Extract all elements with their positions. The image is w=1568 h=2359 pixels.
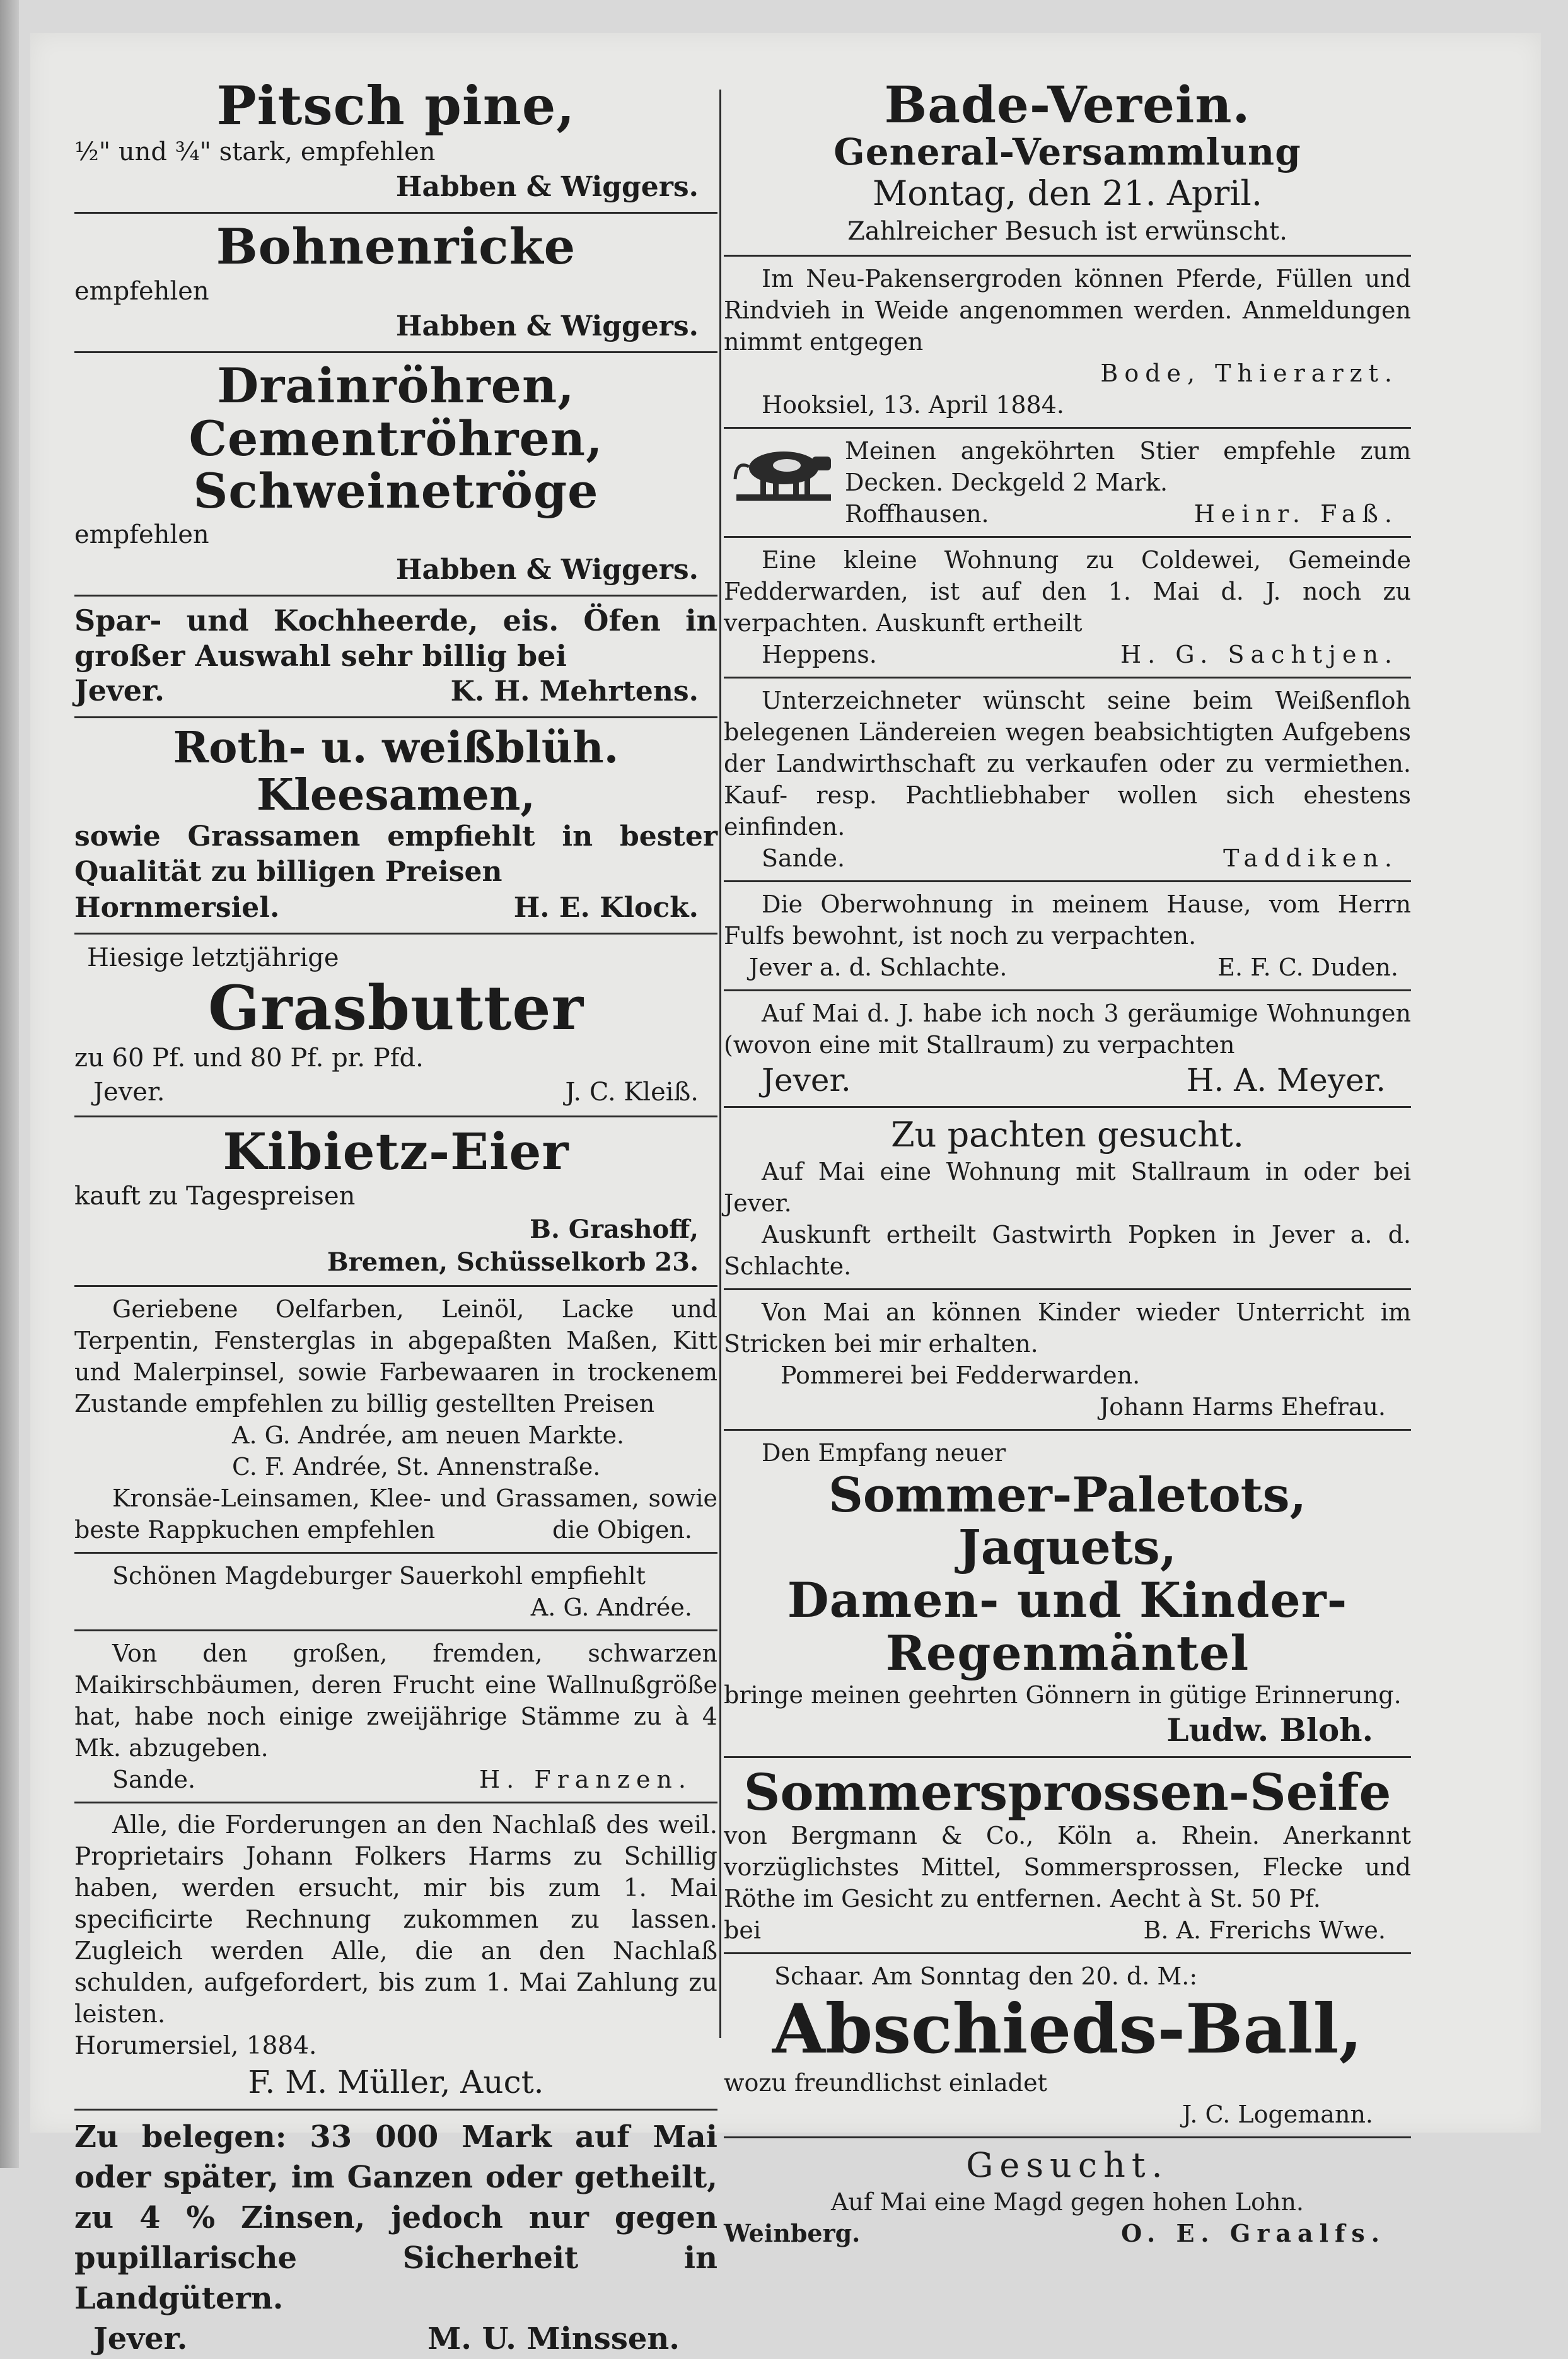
ad-title: Kibietz-Eier (223, 1122, 569, 1182)
ad-text: kauft zu Tagespreisen (74, 1182, 356, 1211)
ad-grasbutter (74, 941, 717, 1110)
ad-signature: B. A. Frerichs Wwe. (1143, 1916, 1386, 1945)
ad-signature: Habben & Wiggers. (395, 553, 699, 586)
ad-title: Sommersprossen-Seife (743, 1762, 1391, 1822)
ad-signature: E. F. C. Duden. (1217, 953, 1398, 981)
ad-signature: H. E. Klock. (513, 891, 699, 924)
divider (74, 933, 717, 935)
ad-title: Bohnenricke (216, 218, 576, 276)
ad-text: sowie Grassamen empfiehlt in bester Qualität zu billigen Preisen (74, 820, 717, 888)
ad-stricken (724, 1296, 1411, 1423)
ad-date: Montag, den 21. April. (873, 173, 1262, 213)
ad-place: Roffhausen. (845, 499, 989, 528)
divider (724, 677, 1411, 679)
divider (74, 1802, 717, 1803)
ad-title-3: Regenmäntel (885, 1624, 1250, 1681)
ad-nachlass (74, 1810, 717, 2102)
ad-pitsch-pine (74, 74, 717, 206)
ad-title: Abschieds-Ball, (772, 1989, 1363, 2070)
ad-kochheerde (74, 603, 717, 710)
ad-signature: H. Franzen. (479, 1766, 692, 1794)
ad-text: Zu belegen: 33 000 Mark auf Mai oder später, im Ganzen oder getheilt, zu 4 % Zinsen, jedoch nur gegen pupillarische Sicherheit in Landgütern. (74, 2119, 717, 2317)
ad-text: von Bergmann & Co., Köln a. Rhein. Anerkannt vorzüglichstes Mittel, Sommersprossen, Flecke und Röthe im Gesicht zu entfernen. Aecht à St. 50 Pf. (724, 1822, 1411, 1913)
divider (724, 255, 1411, 257)
divider (74, 716, 717, 718)
ad-date: Hooksiel, 13. April 1884. (762, 390, 1064, 419)
ad-text: Zahlreicher Besuch ist erwünscht. (847, 216, 1287, 246)
divider (74, 595, 717, 597)
ad-text: empfehlen (74, 520, 209, 549)
ad-pretext: bei (724, 1916, 761, 1945)
ad-signature: Heinr. Faß. (1193, 499, 1398, 528)
ad-place: Pommerei bei Fedderwarden. (781, 1361, 1141, 1389)
ad-pretext: Den Empfang neuer (762, 1438, 1006, 1467)
ad-zu-pachten-gesucht (724, 1114, 1411, 1282)
ad-drainroehren (74, 359, 717, 588)
ad-signature: J. C. Logemann. (1182, 2100, 1373, 2128)
divider (724, 880, 1411, 882)
ad-text: zu 60 Pf. und 80 Pf. pr. Pfd. (74, 1044, 424, 1073)
ad-title: Roth- u. weißblüh. Kleesamen, (173, 722, 619, 820)
ad-sommer-paletots (724, 1437, 1411, 1750)
ad-signature-2: Bremen, Schüsselkorb 23. (327, 1247, 699, 1278)
ad-oberwohnung (724, 888, 1411, 983)
ad-place: Jever. (74, 673, 165, 708)
ad-signature: Johann Harms Ehefrau. (1100, 1392, 1386, 1421)
ad-place: Jever. (93, 1078, 165, 1107)
ad-place: Weinberg. (724, 2218, 861, 2247)
ad-kleesamen (74, 722, 717, 926)
page-edge-shadow (0, 0, 19, 2168)
divider (724, 989, 1411, 991)
ad-title: Zu pachten gesucht. (891, 1114, 1244, 1155)
ad-text: wozu freundlichst einladet (724, 2068, 1047, 2097)
ad-text: Spar- und Kochheerde, eis. Öfen in großer Auswahl sehr billig bei (74, 603, 717, 673)
ad-place: Sande. (762, 844, 845, 872)
ad-signature: Taddiken. (1223, 844, 1398, 872)
ad-title: Sommer-Paletots, Jaquets, (828, 1466, 1307, 1576)
ad-zu-belegen (74, 2117, 717, 2359)
divider (74, 1629, 717, 1631)
ad-abschieds-ball (724, 1960, 1411, 2130)
left-column (74, 74, 717, 2359)
ad-signature: A. G. Andrée, am neuen Markte. (232, 1421, 625, 1450)
ad-text: Im Neu-Pakensergroden können Pferde, Füllen und Rindvieh in Weide angenommen werden. Anmeldungen nimmt entgegen (724, 264, 1411, 356)
ad-oelfarben (74, 1293, 717, 1546)
ad-text: Die Oberwohnung in meinem Hause, vom Herrn Fulfs bewohnt, ist noch zu verpachten. (724, 890, 1411, 950)
ad-wohnungen-meyer (724, 998, 1411, 1100)
divider (724, 427, 1411, 429)
ad-place: Sande. (112, 1766, 196, 1794)
divider (74, 1552, 717, 1554)
divider (724, 1756, 1411, 1758)
ad-sommersprossen-seife (724, 1764, 1411, 1946)
ad-title-2: Schweinetröge (193, 463, 599, 520)
ad-title: Grasbutter (207, 972, 584, 1044)
ad-text-2: Kronsäe-Leinsamen, Klee- und Grassamen, sowie beste Rappkuchen empfehlen (74, 1484, 717, 1544)
ad-text: Von Mai an können Kinder wieder Unterricht im Stricken bei mir erhalten. (724, 1298, 1411, 1358)
ad-signature: M. U. Minssen. (427, 2321, 680, 2357)
ad-text: Alle, die Forderungen an den Nachlaß des weil. Proprietairs Johann Folkers Harms zu Schillig haben, werden ersucht, mir bis zum 1. Mai specificirte Rechnung zukommen zu lassen. Zugleich werden Alle, die an den Nachlaß schulden, aufgefordert, bis zum 1. Mai Zahlung zu leisten. (74, 1811, 717, 2029)
ad-text: Eine kleine Wohnung zu Coldewei, Gemeinde Fedderwarden, ist auf den 1. Mai d. J. noch zu verpachten. Auskunft ertheilt (724, 545, 1411, 637)
divider (724, 1288, 1411, 1290)
ad-text: Geriebene Oelfarben, Leinöl, Lacke und Terpentin, Fensterglas in abgepaßten Maßen, Kitt und Malerpinsel, sowie Farbewaaren in trockenem Zustande empfehlen zu billig gestellten Preisen (74, 1295, 717, 1418)
ad-title-2: Damen- und Kinder- (787, 1571, 1348, 1628)
ad-bohnenricke (74, 220, 717, 345)
ad-place: Heppens. (762, 640, 877, 668)
ad-signature: Habben & Wiggers. (395, 171, 699, 204)
divider (74, 2109, 717, 2111)
ad-signature: B. Grashoff, (530, 1214, 699, 1245)
ad-wohnung-coldewei (724, 544, 1411, 670)
divider (724, 536, 1411, 538)
ad-text: Auf Mai eine Wohnung mit Stallraum in oder bei Jever. (724, 1157, 1411, 1217)
ad-title: Gesucht. (966, 2145, 1169, 2185)
ad-signature: A. G. Andrée. (530, 1593, 692, 1622)
ad-place: Jever a. d. Schlachte. (749, 953, 1008, 981)
ad-kibietz-eier (74, 1124, 717, 1279)
ad-pretext: Schaar. Am Sonntag den 20. d. M.: (774, 1962, 1198, 1991)
ad-text-2: Auskunft ertheilt Gastwirth Popken in Jever a. d. Schlachte. (724, 1220, 1411, 1280)
ad-place: Hornmersiel. (74, 891, 280, 924)
ad-signature: Ludw. Bloh. (1166, 1711, 1373, 1749)
ad-signature: J. C. Kleiß. (565, 1078, 699, 1107)
ad-title: Pitsch pine, (216, 74, 576, 137)
ad-text: Auf Mai eine Magd gegen hohen Lohn. (830, 2187, 1304, 2216)
ad-signature-3: die Obigen. (552, 1516, 692, 1544)
ad-text: Auf Mai d. J. habe ich noch 3 geräumige Wohnungen (wovon eine mit Stallraum) zu verpachten (724, 999, 1411, 1059)
ad-text: Meinen angeköhrten Stier empfehle zum Decken. Deckgeld 2 Mark. (845, 436, 1411, 496)
column-divider (719, 90, 721, 2038)
ad-date: Horumersiel, 1884. (74, 2032, 317, 2061)
bull-icon (724, 435, 837, 504)
ad-signature: F. M. Müller, Auct. (248, 2064, 544, 2101)
newspaper-page (30, 33, 1541, 2357)
ad-signature: Bode, Thierarzt. (1100, 359, 1398, 387)
divider (74, 351, 717, 353)
ad-signature: K. H. Mehrtens. (450, 675, 699, 708)
divider (724, 2136, 1411, 2138)
divider (724, 1429, 1411, 1431)
ad-pretext: Hiesige letztjährige (87, 943, 339, 972)
ad-signature: Habben & Wiggers. (395, 310, 699, 343)
ad-laendereien (724, 685, 1411, 874)
ad-signature: H. G. Sachtjen. (1120, 640, 1398, 668)
ad-stier (724, 435, 1411, 530)
ad-text: Unterzeichneter wünscht seine beim Weißenfloh belegenen Ländereien wegen beabsichtigten Aufgebens der Landwirthschaft zu verkaufen oder zu vermiethen. Kauf- resp. Pachtliebhaber wollen sich ehestens einfinden. (724, 686, 1411, 841)
ad-bade-verein (724, 77, 1411, 248)
divider (724, 1952, 1411, 1954)
ad-place: Jever. (762, 1061, 851, 1098)
ad-weide (724, 263, 1411, 421)
ad-signature: H. A. Meyer. (1186, 1061, 1386, 1098)
divider (74, 212, 717, 214)
ad-text: bringe meinen geehrten Gönnern in gütige Erinnerung. (724, 1681, 1402, 1710)
ad-title: Drainröhren, Cementröhren, (189, 358, 603, 467)
ad-text: Von den großen, fremden, schwarzen Maikirschbäumen, deren Frucht eine Wallnußgröße hat, habe noch einige zweijährige Stämme zu à 4 Mk. abzugeben. (74, 1640, 717, 1762)
ad-signature-2: C. F. Andrée, St. Annenstraße. (232, 1453, 601, 1481)
ad-signature: O. E. Graalfs. (1121, 2218, 1386, 2247)
divider (724, 1106, 1411, 1108)
ad-gesucht-magd (724, 2145, 1411, 2249)
ad-title: Bade-Verein. (884, 75, 1251, 134)
ad-maikirschen (74, 1638, 717, 1795)
ad-subtitle: General-Versammlung (833, 131, 1301, 173)
right-column (724, 77, 1411, 2249)
ad-text: empfehlen (74, 277, 209, 306)
ad-place: Jever. (93, 2321, 188, 2357)
ad-text: ½" und ¾" stark, empfehlen (74, 137, 436, 167)
divider (74, 1115, 717, 1117)
ad-text: Schönen Magdeburger Sauerkohl empfiehlt (112, 1562, 646, 1590)
ad-sauerkohl (74, 1560, 717, 1623)
divider (74, 1285, 717, 1287)
